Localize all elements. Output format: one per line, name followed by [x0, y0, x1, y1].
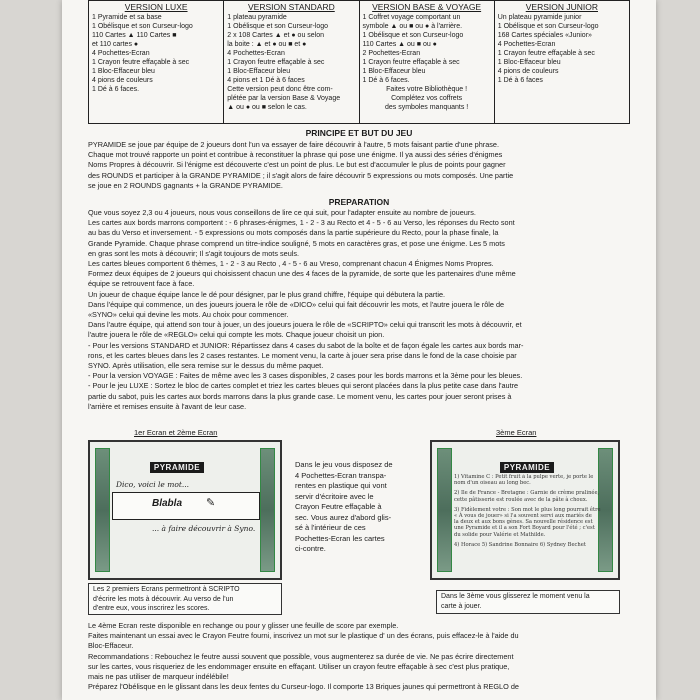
- text-line: d'entre eux, vous inscrirez les scores.: [93, 605, 210, 612]
- text-line: SYNO. Après utilisation, elle sera remise sur le dessus du même paquet.: [88, 361, 324, 371]
- pillar-right: [260, 448, 275, 572]
- blabla-text: Blabla: [152, 498, 183, 509]
- screen-3-line: cette pâtisserie est roulée avec de la pâte à choux.: [454, 496, 588, 503]
- screen-3-line: une Pyramide et il a son Fort Boyard pour l'été ; c'est: [454, 525, 595, 532]
- text-line: des ROUNDS et participer à la GRANDE PYRAMIDE ; il s'agit alors de faire découvrir 5 expressions ou mots composés. Une partie: [88, 170, 514, 180]
- screen-3-line: du solide pour Valérie et Mathilde.: [454, 531, 546, 538]
- version-item: 1 Dé à 6 faces: [497, 77, 543, 84]
- text-line: Recommandations : Rebouchez le feutre aussi souvent que possible, vous augmenterez sa durée de vie. Ne pas écrire directement: [88, 651, 514, 661]
- text-line: Faites maintenant un essai avec le Crayon Feutre fourni, inscrivez un mot sur le plastique d' un des écrans, puis effacez-le à l'aide du: [88, 631, 519, 641]
- pochettes-text: [295, 460, 393, 555]
- text-line: Le 4ème Ecran reste disponible en rechange ou pour y glisser une feuille de score par exemple.: [88, 621, 399, 630]
- bottom-text: [88, 621, 633, 692]
- text-line: servir d'écritoire avec le: [295, 491, 374, 501]
- pyramide-logo: PYRAMIDE: [500, 462, 554, 473]
- version-item: et 110 cartes ●: [92, 41, 139, 48]
- version-item: 1 Crayon feutre effaçable à sec: [362, 59, 460, 66]
- text-line: Crayon Feutre effaçable à: [295, 502, 382, 511]
- principe-text: [88, 140, 633, 191]
- version-item: Un plateau pyramide junior: [497, 14, 582, 21]
- text-line: rentes en plastique qui vont: [295, 481, 387, 490]
- text-line: l'autre jouera le rôle de «REGLO» celui qui compte les mots. Chaque joueur choisit un pion.: [88, 330, 385, 340]
- version-title: VERSION LUXE: [124, 2, 188, 12]
- text-line: mais ne pas utiliser de marqueur indélébile!: [88, 672, 229, 682]
- version-item: la boite : ▲ et ● ou ■ et ●: [227, 41, 307, 48]
- version-item: 4 Pochettes-Ecran: [92, 50, 150, 57]
- text-line: Dans l'autre équipe, qui attend son tour à jouer, un des joueurs jouera le rôle de «SCRIPTO» celui qui transcrit les mots à découvrir, et: [88, 320, 522, 330]
- pillar-left: [95, 448, 110, 572]
- text-line: Préparez l'Obélisque en le glissant dans les deux fentes du Curseur-logo. Il comporte 13 Briques jaunes qui permettront à REGLO de: [88, 682, 519, 692]
- version-item: ▲ ou ● ou ■ selon le cas.: [227, 104, 307, 111]
- text-line: 4 Pochettes-Ecran transpa-: [295, 470, 387, 480]
- version-title: VERSION JUNIOR: [525, 2, 598, 12]
- preparation-text: [88, 208, 633, 412]
- version-column: [495, 1, 629, 123]
- version-item: 1 Obélisque et son Curseur-logo: [497, 23, 599, 30]
- text-line: «SYNO» celui qui devine les mots. Au choix pour commencer.: [88, 310, 289, 320]
- screen-3-line: nom d'un oiseau au long bec.: [454, 480, 531, 487]
- text-line: ci-contre.: [295, 544, 326, 553]
- text-line: Formez deux équipes de 2 joueurs qui choisissent chacun une des 4 faces de la pyramide, de sorte que les partenaires d'une même: [88, 269, 516, 279]
- text-line: Un joueur de chaque équipe lance le dé pour désigner, par le plus grand chiffre, l'équipe qui débutera la partie.: [88, 289, 446, 299]
- screen-3-line: 4) Horace 5) Sandrine Bonnaire 6) Sydney Bechet: [454, 541, 586, 548]
- version-item: 1 Bloc-Effaceur bleu: [227, 68, 291, 75]
- screen-3-line: « À vous de jouer» si l'a souvent servi aux mariés de: [454, 513, 592, 520]
- version-item: 1 Crayon feutre effaçable à sec: [92, 59, 190, 66]
- syno-text: ... à faire découvrir à Syno.: [152, 524, 256, 533]
- version-title: VERSION BASE & VOYAGE: [372, 2, 482, 12]
- text-line: Les cartes bleues comportent 6 thèmes, 1 - 2 - 3 au Recto , 4 - 5 - 6 au Vreso, comprenant chacun 4 Énigmes Noms Propres.: [88, 259, 494, 269]
- version-item: 1 Obélisque et son Curseur-logo: [227, 23, 329, 30]
- version-column: [89, 1, 224, 123]
- caption-right: [436, 590, 620, 614]
- version-item: 2 x 108 Cartes ▲ et ● ou selon: [227, 32, 325, 39]
- version-title: VERSION STANDARD: [248, 2, 335, 12]
- text-line: en gras sont les mots à découvrir; Il s'agit toujours de mots seuls.: [88, 248, 300, 258]
- text-line: l'arrière et remises ensuite à l'avant de leur case.: [88, 401, 247, 411]
- eraser-icon: ✎: [206, 497, 216, 509]
- screen-3-line: 1) Vitamine C : Petit fruit à la pulpe verte, je porte le: [454, 474, 594, 480]
- blabla-box: [112, 492, 260, 520]
- version-item: 1 Crayon feutre effaçable à sec: [497, 50, 595, 57]
- text-line: Les 2 premiers Ecrans permettront à SCRIPTO: [93, 586, 240, 593]
- screen-3-line: la deux et aux bons gènes. Sa nouvelle résidence est: [454, 519, 593, 526]
- text-line: Dans le 3ème vous glisserez le moment venu la: [441, 593, 590, 600]
- pyramide-logo: PYRAMIDE: [150, 462, 204, 473]
- version-item: 1 Bloc-Effaceur bleu: [362, 68, 426, 75]
- text-line: sur les cartes, vous risqueriez de les endommager ensuite en effaçant. Utiliser un crayon feutre effaçable à sec c'est plus pratique,: [88, 661, 510, 671]
- version-column: [224, 1, 359, 123]
- version-item: 110 Cartes ▲ 110 Cartes ■: [92, 32, 177, 39]
- version-item: Complétez vos coffrets: [391, 95, 463, 102]
- version-item: 110 Cartes ▲ ou ■ ou ●: [362, 41, 437, 48]
- version-item: 1 Obélisque et son Curseur-logo: [362, 32, 464, 39]
- rules-page: [62, 0, 656, 700]
- text-line: Les cartes aux bords marrons comportent : - 6 phrases-énigmes, 1 - 2 - 3 au Recto et 4 - 5 - 6 au Verso, les réponses du Recto sont: [88, 218, 515, 228]
- text-line: d'écrire les mots à découvrir. Au verso de l'un: [93, 595, 234, 603]
- text-line: Grande Pyramide. Chaque phrase comprend un titre-indice souligné, 5 mots en caractères gras, et pose une énigme. Les 5 mots: [88, 238, 505, 248]
- version-item: 1 Dé à 6 faces.: [92, 86, 140, 93]
- screens-left-label: 1er Ecran et 2ème Ecran: [134, 428, 218, 437]
- version-item: 1 Obélisque et son Curseur-logo: [92, 23, 193, 30]
- text-line: Bloc-Effaceur.: [88, 641, 134, 651]
- version-item: 4 pions de couleurs: [497, 68, 559, 75]
- screen-3-line: 2) Ile de France - Bretagne : Garnie de crème pralinée,: [454, 490, 600, 497]
- version-item: 1 Pyramide et sa base: [92, 14, 162, 21]
- text-line: - Pour les versions STANDARD et JUNIOR: Répartissez dans 4 cases du sabot de la boîte et de façon égale les cartes aux bords mar-: [88, 340, 524, 350]
- version-item: 1 Dé à 6 faces.: [362, 77, 410, 84]
- versions-table: [88, 0, 630, 124]
- text-line: sec. Vous aurez d'abord glis-: [295, 512, 392, 522]
- screen-3-image: [430, 440, 620, 580]
- version-item: des symboles manquants !: [384, 104, 469, 111]
- text-line: au bas du Verso et inversement. - 5 expressions ou mots composés dans la partie supérieure du Recto, pour la phase finale, la: [88, 228, 499, 238]
- text-line: PYRAMIDE se joue par équipe de 2 joueurs dont l'un va essayer de faire découvrir à l'autre, 5 mots faisant partie d'une phrase.: [88, 140, 500, 149]
- text-line: Pochettes-Ecran les cartes: [295, 533, 385, 543]
- caption-left: [88, 583, 282, 615]
- screen-3-line: 3) Fidèlement votre : Son mot le plus long pourrait être: [454, 506, 601, 513]
- text-line: Dans l'équipe qui commence, un des joueurs jouera le rôle de «DICO» celui qui fait découvrir les mots, et l'autre jouera le rôle de: [88, 299, 505, 309]
- version-item: 1 Bloc-Effaceur bleu: [497, 59, 561, 66]
- screen-3-text: [454, 474, 602, 548]
- screen-1-image: [88, 440, 282, 580]
- version-item: 2 Pochettes-Ecran: [362, 50, 421, 57]
- text-line: - Pour la version VOYAGE : Faites de même avec les 3 cases disponibles, 2 cases pour les bords marrons et la 3ème pour les bleues.: [88, 371, 523, 381]
- version-item: 168 Cartes spéciales «Junior»: [497, 32, 592, 39]
- pillar-left: [437, 448, 452, 572]
- text-line: Chaque mot trouvé rapporte un point et contribue à reconstituer la phrase qui pose une énigme. Il ya aussi des séries d'énigmes: [88, 150, 503, 160]
- principe-title: PRINCIPE ET BUT DU JEU: [305, 128, 413, 138]
- text-line: partie du sabot, puis les cartes aux bords marrons dans la plus grande case. Le moment venu, les cartes pour jouer seront prises à: [88, 391, 512, 401]
- version-column: [360, 1, 495, 123]
- version-item: 1 Crayon feutre effaçable à sec: [227, 59, 325, 66]
- version-item: Cette version peut donc être com-: [227, 86, 333, 93]
- screens-right-label: 3ème Ecran: [496, 428, 537, 437]
- version-item: symbole ▲ ou ■ ou ● à l'arrière.: [362, 23, 463, 30]
- text-line: Dans le jeu vous disposez de: [295, 460, 393, 469]
- text-line: - Pour le jeu LUXE : Sortez le bloc de cartes complet et triez les cartes bleues qui seront placées dans la plus petite case dans l'autre: [88, 381, 519, 391]
- preparation-title: PREPARATION: [328, 197, 390, 207]
- text-line: équipe se retrouvent face à face.: [88, 279, 195, 289]
- version-item: 1 Bloc-Effaceur bleu: [92, 68, 155, 75]
- version-item: 4 Pochettes-Ecran: [497, 41, 556, 48]
- text-line: se joue en 2 ROUNDS gagnants + la GRANDE PYRAMIDE.: [88, 180, 283, 190]
- version-item: 4 pions de couleurs: [92, 77, 153, 84]
- dico-text: Dico, voici le mot...: [116, 480, 190, 489]
- version-item: 4 Pochettes-Ecran: [227, 50, 285, 57]
- version-item: 1 plateau pyramide: [227, 14, 287, 21]
- text-line: rons, et les cartes bleues dans les 2 cases restantes. Le moment venu, la carte à jouer sera prise dans le fond de la case choisie par: [88, 350, 517, 360]
- version-item: Faites votre Bibliothèque !: [386, 86, 468, 93]
- version-item: 1 Coffret voyage comportant un: [362, 14, 461, 21]
- text-line: carte à jouer.: [441, 602, 482, 610]
- text-line: Noms Propres à découvrir. Si l'énigme est découverte c'est un point de plus. Le but est d'accumuler le plus de points pour gagner: [88, 160, 506, 170]
- text-line: Que vous soyez 2,3 ou 4 joueurs, nous vous conseillons de lire ce qui suit, pour l'adapter ensuite au nombre de joueurs.: [88, 208, 476, 217]
- version-item: 4 pions et 1 Dé à 6 faces: [227, 77, 305, 84]
- version-item: plétée par la version Base & Voyage: [227, 95, 341, 102]
- text-line: sé à l'intérieur de ces: [295, 523, 366, 532]
